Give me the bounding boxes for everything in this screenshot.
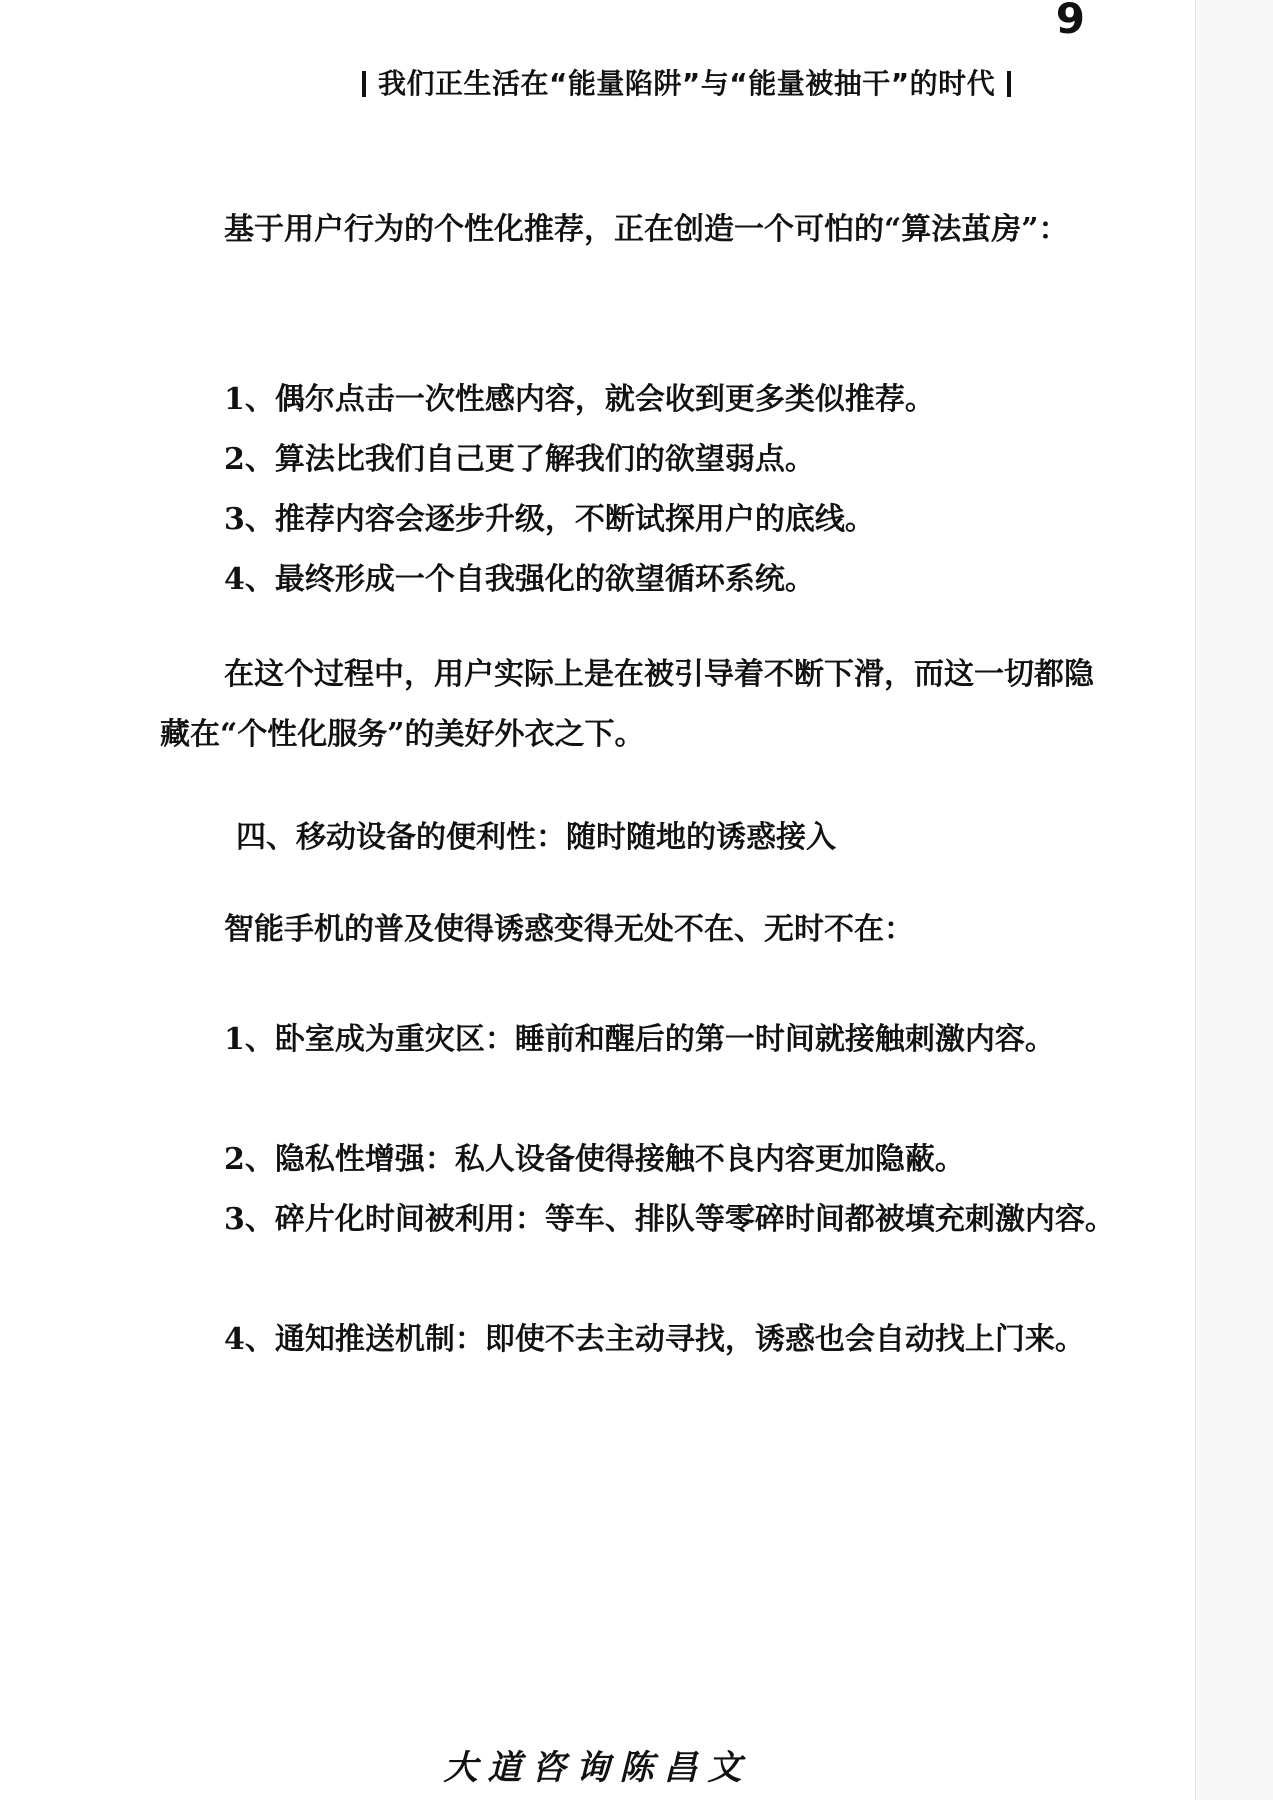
process-paragraph: 在这个过程中，用户实际上是在被引导着不断下滑，而这一切都隐藏在“个性化服务”的美好外衣之下。: [160, 657, 1094, 752]
mobile-list-item-1: 1、卧室成为重灾区：睡前和醒后的第一时间就接触刺激内容。: [224, 1022, 1055, 1057]
page-number: 9: [1055, 0, 1085, 43]
page-footer: 大道咨询陈昌文: [443, 1748, 752, 1788]
mobile-list-item-2: 2、隐私性增强：私人设备使得接触不良内容更加隐蔽。: [224, 1142, 965, 1177]
mobile-list-item-3: 3、碎片化时间被利用：等车、排队等零碎时间都被填充刺激内容。: [224, 1202, 1115, 1237]
running-header: [350, 62, 1023, 102]
algo-list-item-1: 1、偶尔点击一次性感内容，就会收到更多类似推荐。: [224, 382, 935, 417]
algo-list-item-2: 2、算法比我们自己更了解我们的欲望弱点。: [224, 442, 815, 477]
algo-list-item-4: 4、最终形成一个自我强化的欲望循环系统。: [224, 562, 815, 597]
header-text: 我们正生活在“能量陷阱”与“能量被抽干”的时代: [378, 67, 996, 100]
section-heading: 四、移动设备的便利性：随时随地的诱惑接入: [236, 820, 836, 855]
header-bar-left: [362, 71, 366, 97]
intro-paragraph: 基于用户行为的个性化推荐，正在创造一个可怕的“算法茧房”：: [224, 212, 1069, 247]
algo-list-item-3: 3、推荐内容会逐步升级，不断试探用户的底线。: [224, 502, 875, 537]
mobile-intro-paragraph: 智能手机的普及使得诱惑变得无处不在、无时不在：: [224, 912, 914, 947]
scan-margin: [1195, 0, 1273, 1800]
mobile-list-item-4: 4、通知推送机制：即使不去主动寻找，诱惑也会自动找上门来。: [224, 1322, 1085, 1357]
header-bar-right: [1007, 71, 1011, 97]
